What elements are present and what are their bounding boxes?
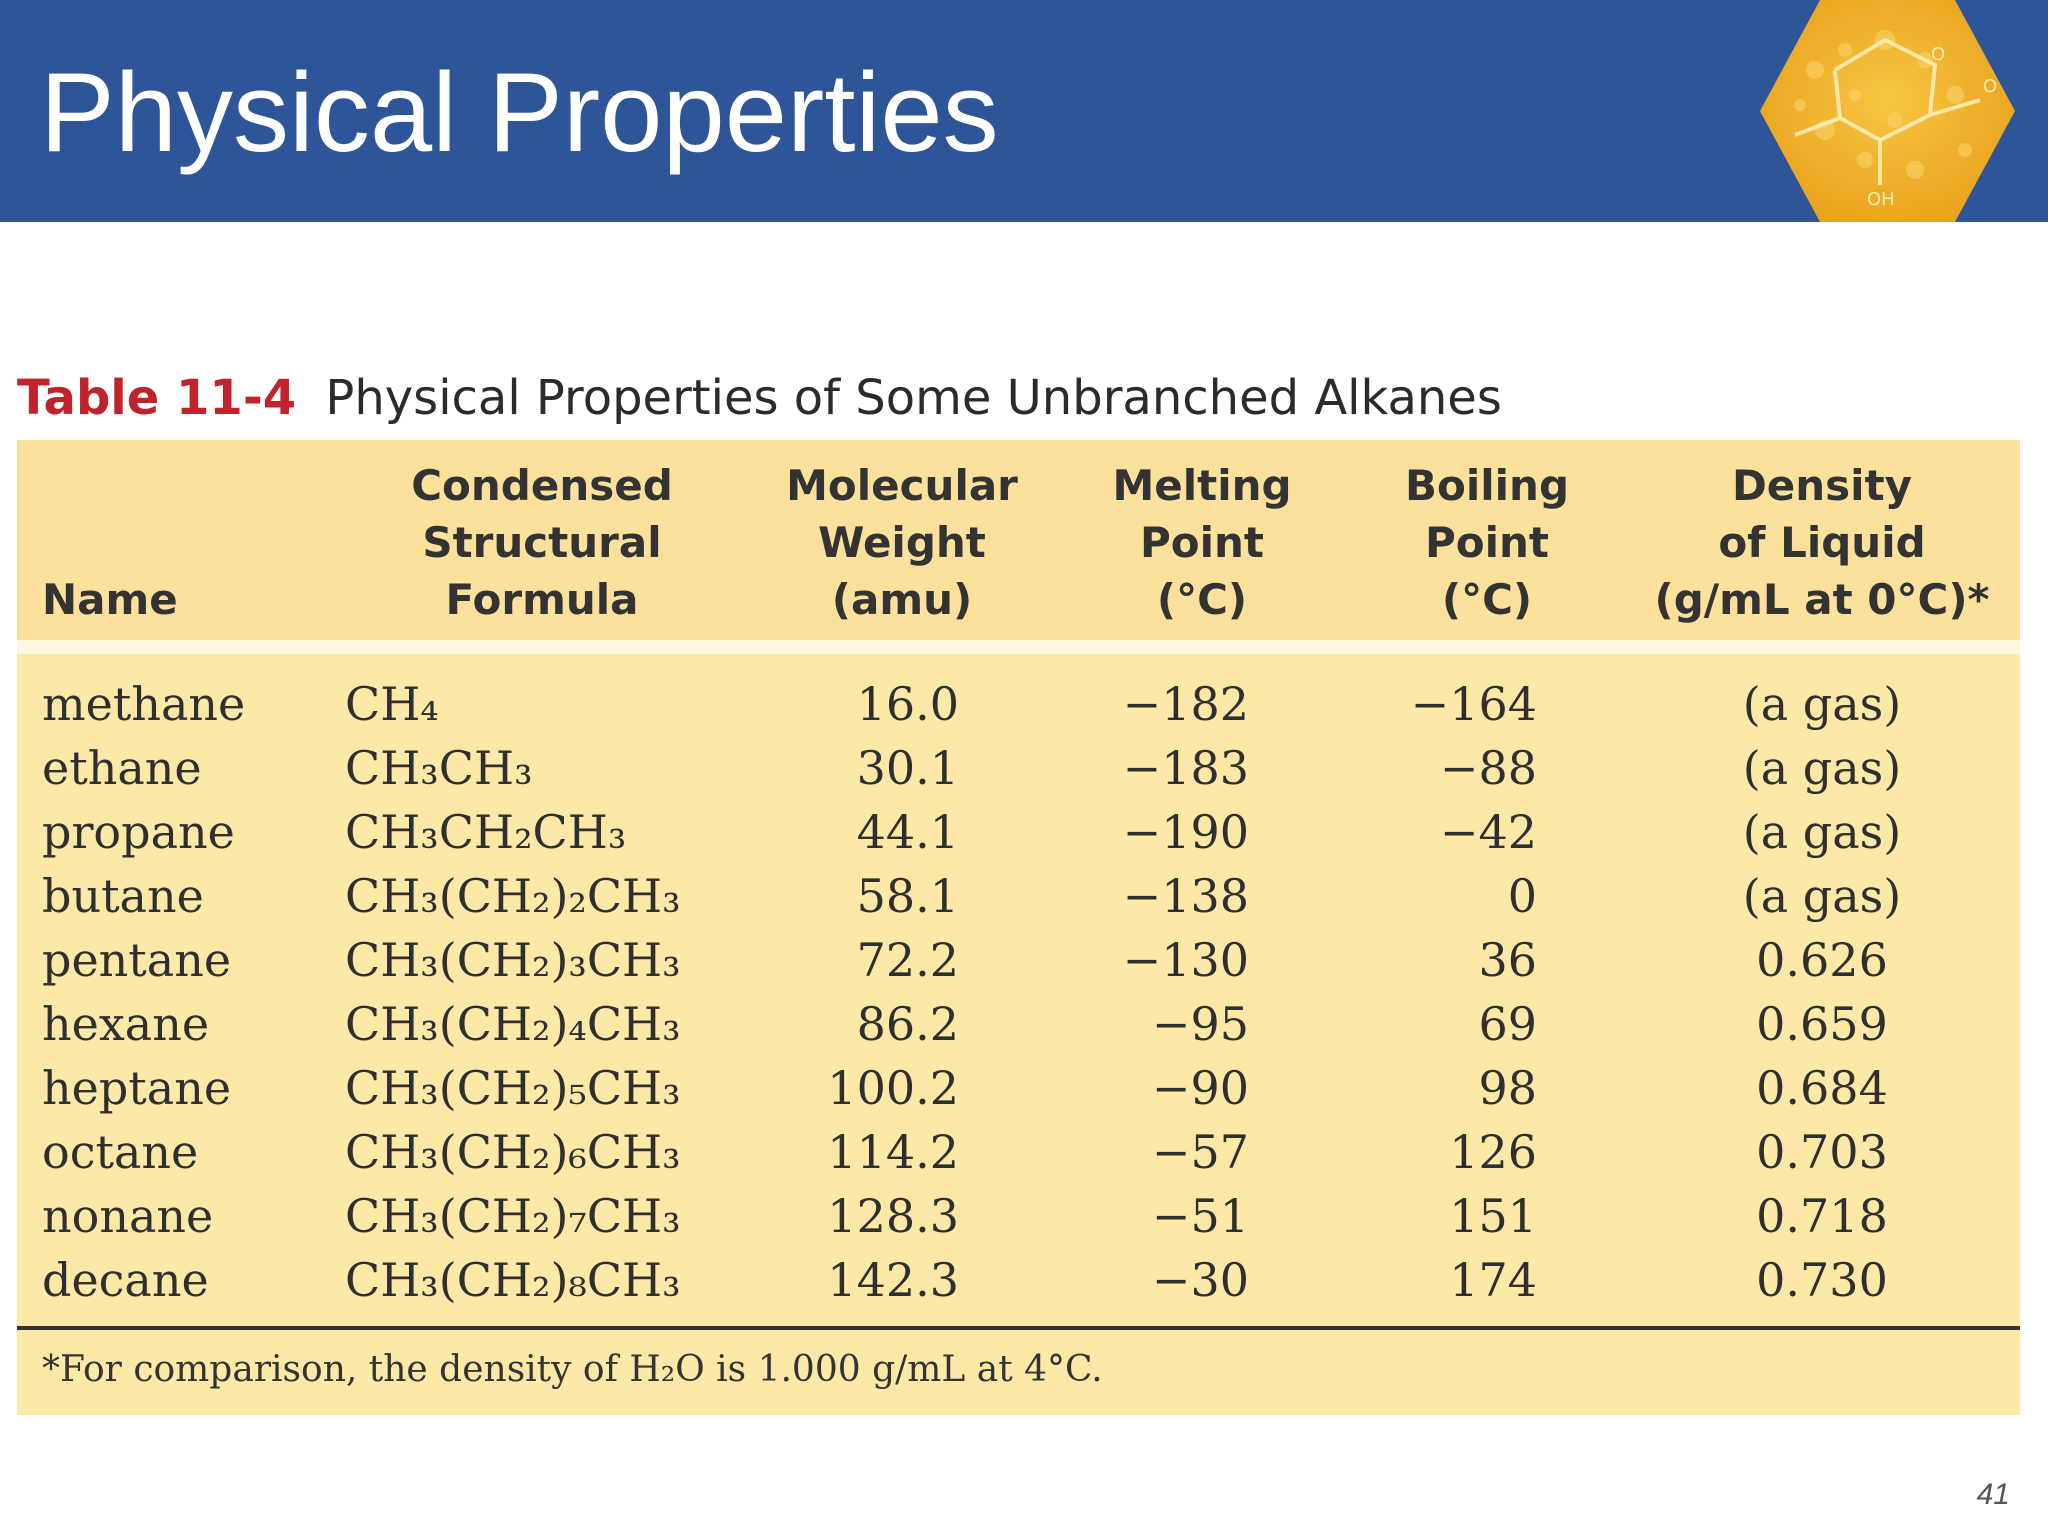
- cell-melting-point: −130: [1122, 933, 1249, 987]
- title-banner: [0, 0, 2048, 222]
- table-caption: [17, 368, 1502, 428]
- header-name: Name: [42, 575, 178, 624]
- cell-name: butane: [42, 869, 204, 923]
- table-row: [17, 1248, 2020, 1312]
- cell-molecular-weight: 30.1: [856, 741, 959, 795]
- cell-boiling-point: −42: [1439, 805, 1537, 859]
- cell-formula: CH₄: [345, 677, 439, 731]
- cell-density: (a gas): [1742, 677, 1902, 731]
- cell-molecular-weight: 44.1: [856, 805, 959, 859]
- header-formula: Condensed Structural Formula: [411, 461, 673, 624]
- header-boiling-point: Boiling Point (°C): [1404, 461, 1570, 624]
- cell-molecular-weight: 128.3: [827, 1189, 959, 1243]
- cell-density: (a gas): [1742, 869, 1902, 923]
- header-divider: [17, 640, 2020, 654]
- cell-melting-point: −90: [1151, 1061, 1249, 1115]
- cell-boiling-point: 126: [1449, 1125, 1537, 1179]
- table-row: [17, 672, 2020, 736]
- cell-density: 0.730: [1756, 1253, 1888, 1307]
- cell-molecular-weight: 100.2: [827, 1061, 959, 1115]
- cell-name: heptane: [42, 1061, 232, 1115]
- cell-formula: CH₃(CH₂)₇CH₃: [345, 1189, 681, 1243]
- cell-density: 0.718: [1756, 1189, 1888, 1243]
- table-row: [17, 1056, 2020, 1120]
- cell-density: 0.684: [1756, 1061, 1888, 1115]
- table-row: [17, 736, 2020, 800]
- table-row: [17, 928, 2020, 992]
- cell-molecular-weight: 58.1: [856, 869, 959, 923]
- cell-boiling-point: 174: [1449, 1253, 1537, 1307]
- table-row: [17, 800, 2020, 864]
- cell-molecular-weight: 86.2: [856, 997, 959, 1051]
- cell-name: nonane: [42, 1189, 214, 1243]
- cell-boiling-point: 0: [1507, 869, 1537, 923]
- molecule-hexagon-icon: [1755, 0, 2020, 222]
- cell-boiling-point: 69: [1478, 997, 1537, 1051]
- table-row: [17, 992, 2020, 1056]
- cell-formula: CH₃(CH₂)₅CH₃: [345, 1061, 681, 1115]
- header-density: Density of Liquid (g/mL at 0°C)*: [1654, 461, 1990, 624]
- cell-boiling-point: 98: [1478, 1061, 1537, 1115]
- slide-title: Physical Properties: [40, 50, 999, 175]
- cell-boiling-point: 151: [1449, 1189, 1537, 1243]
- cell-molecular-weight: 142.3: [827, 1253, 959, 1307]
- cell-boiling-point: −164: [1410, 677, 1537, 731]
- cell-melting-point: −138: [1122, 869, 1249, 923]
- cell-density: (a gas): [1742, 805, 1902, 859]
- cell-melting-point: −190: [1122, 805, 1249, 859]
- footnote-divider: [17, 1326, 2020, 1330]
- cell-name: ethane: [42, 741, 202, 795]
- cell-formula: CH₃CH₃: [345, 741, 533, 795]
- cell-formula: CH₃(CH₂)₆CH₃: [345, 1125, 681, 1179]
- cell-molecular-weight: 16.0: [856, 677, 959, 731]
- table-caption-text: Physical Properties of Some Unbranched Alkanes: [325, 370, 1502, 426]
- cell-density: 0.626: [1756, 933, 1888, 987]
- cell-melting-point: −30: [1151, 1253, 1249, 1307]
- header-molecular-weight: Molecular Weight (amu): [786, 461, 1018, 624]
- cell-molecular-weight: 114.2: [827, 1125, 959, 1179]
- cell-formula: CH₃(CH₂)₄CH₃: [345, 997, 681, 1051]
- table-footnote: *For comparison, the density of H₂O is 1.000 g/mL at 4°C.: [42, 1349, 1103, 1390]
- cell-name: pentane: [42, 933, 232, 987]
- cell-melting-point: −183: [1122, 741, 1249, 795]
- cell-name: hexane: [42, 997, 210, 1051]
- table-row: [17, 1120, 2020, 1184]
- cell-density: 0.703: [1756, 1125, 1888, 1179]
- table-header: [17, 440, 2020, 640]
- cell-formula: CH₃CH₂CH₃: [345, 805, 627, 859]
- cell-name: octane: [42, 1125, 199, 1179]
- cell-name: methane: [42, 677, 246, 731]
- cell-name: decane: [42, 1253, 209, 1307]
- table-caption-label: Table 11-4: [17, 370, 297, 426]
- cell-melting-point: −51: [1151, 1189, 1249, 1243]
- cell-boiling-point: −88: [1439, 741, 1537, 795]
- page-number: 41: [1976, 1478, 2010, 1511]
- cell-name: propane: [42, 805, 235, 859]
- table-row: [17, 864, 2020, 928]
- cell-density: 0.659: [1756, 997, 1888, 1051]
- alkane-properties-table: [17, 440, 2020, 1415]
- cell-formula: CH₃(CH₂)₂CH₃: [345, 869, 681, 923]
- cell-molecular-weight: 72.2: [856, 933, 959, 987]
- cell-melting-point: −57: [1151, 1125, 1249, 1179]
- table-row: [17, 1184, 2020, 1248]
- svg-text:O: O: [1931, 44, 1946, 65]
- cell-melting-point: −95: [1151, 997, 1249, 1051]
- cell-melting-point: −182: [1122, 677, 1249, 731]
- svg-text:O: O: [1983, 76, 1998, 97]
- svg-text:OH: OH: [1867, 189, 1895, 210]
- cell-formula: CH₃(CH₂)₃CH₃: [345, 933, 681, 987]
- cell-formula: CH₃(CH₂)₈CH₃: [345, 1253, 681, 1307]
- cell-density: (a gas): [1742, 741, 1902, 795]
- cell-boiling-point: 36: [1478, 933, 1537, 987]
- header-melting-point: Melting Point (°C): [1112, 461, 1292, 624]
